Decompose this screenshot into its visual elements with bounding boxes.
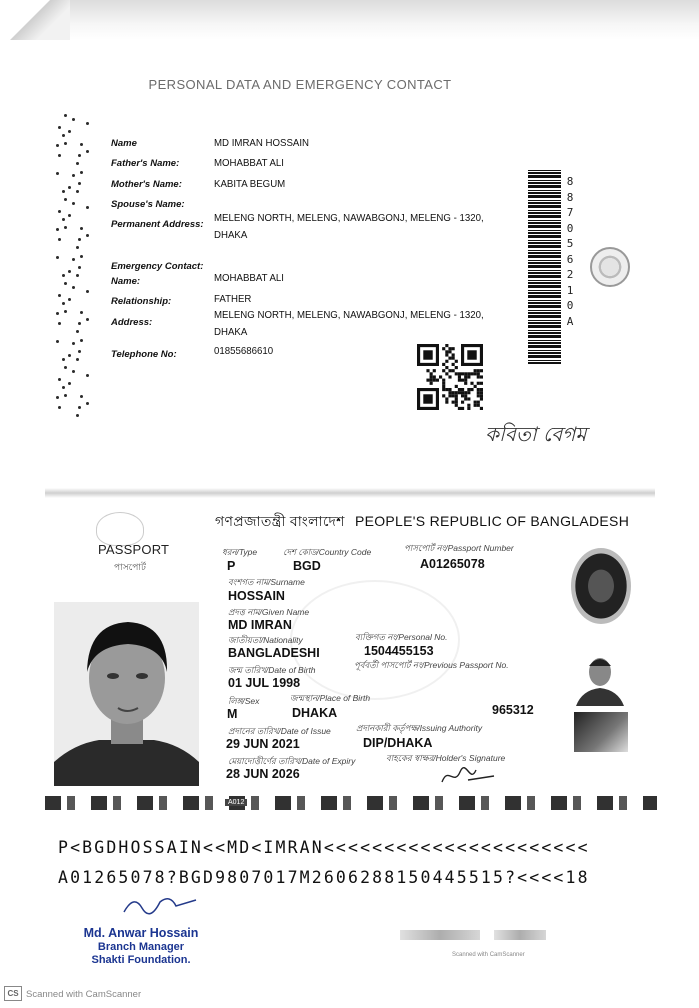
stamp-org: Shakti Foundation. xyxy=(91,954,191,966)
name-value: MD IMRAN HOSSAIN xyxy=(214,137,310,149)
ghost-image-block xyxy=(574,712,628,752)
date-of-issue-label: প্রদানের তারিখ/Date of Issue xyxy=(228,726,331,736)
address-value: MELENG NORTH, MELENG, NAWABGONJ, MELENG - 1320, DHAKA xyxy=(214,309,484,338)
stamp-title: Branch Manager xyxy=(97,941,185,953)
data-page-title: PERSONAL DATA AND EMERGENCY CONTACT xyxy=(148,77,452,92)
given-name-value: MD IMRAN xyxy=(228,618,292,632)
security-band-text: A012 xyxy=(225,799,247,806)
perforation-row xyxy=(52,252,92,278)
telephone-value: 01855686610 xyxy=(214,345,274,357)
perforation-row xyxy=(52,196,92,222)
mothers-name-label: Mother's Name: xyxy=(111,179,182,190)
passport-number-label: পাসপোর্ট নং/Passport Number xyxy=(404,543,514,553)
seal-emblem-icon xyxy=(590,247,630,287)
passport-emblem-icon xyxy=(96,512,144,546)
relationship-label: Relationship: xyxy=(111,296,172,307)
stamp-signature-mark xyxy=(120,890,200,918)
handwritten-signature: কবিতা বেগম xyxy=(485,422,587,446)
perforation-row xyxy=(52,140,92,166)
country-code-label: দেশ কোড/Country Code xyxy=(283,547,372,557)
surname-label: বংশগত নাম/Surname xyxy=(228,577,305,587)
barcode-digit: 6 xyxy=(566,252,574,266)
barcode-digit: 1 xyxy=(566,283,574,297)
date-of-expiry-value: 28 JUN 2026 xyxy=(226,767,300,781)
mrz-line-2: A01265078?BGD9807017M2606288150445515?<<<<18 xyxy=(58,868,590,887)
sex-label: লিঙ্গ/Sex xyxy=(228,696,260,706)
telephone-label: Telephone No: xyxy=(111,349,177,360)
scan-artifact xyxy=(494,930,546,940)
dob-value: 01 JUL 1998 xyxy=(228,676,301,690)
nationality-value: BANGLADESHI xyxy=(228,646,320,660)
issuing-authority-value: DIP/DHAKA xyxy=(363,736,433,750)
type-label: ধরন/Type xyxy=(222,547,258,557)
country-name xyxy=(215,510,629,534)
place-of-birth-label: জন্মস্থান/Place of Birth xyxy=(290,693,371,703)
type-value: P xyxy=(227,559,236,573)
camscanner-logo-icon: CS xyxy=(4,986,22,1001)
passport-word: PASSPORT xyxy=(98,542,170,557)
date-of-issue-value: 29 JUN 2021 xyxy=(226,737,300,751)
fathers-name-label: Father's Name: xyxy=(111,158,180,169)
barcode-digit: 0 xyxy=(566,299,574,312)
country-name-en: PEOPLE'S REPUBLIC OF BANGLADESH xyxy=(354,513,630,529)
holder-signature-mark xyxy=(438,762,498,790)
emergency-name-label: Name: xyxy=(111,276,141,287)
page-top-shadow xyxy=(0,0,699,40)
holders-signature-label: বাহকের স্বাক্ষর/Holder's Signature xyxy=(386,753,506,763)
perforation-row xyxy=(52,280,92,306)
previous-passport-label: পূর্ববর্তী পাসপোর্ট নং/Previous Passport No. xyxy=(354,660,509,670)
given-name-label: প্রদত্ত নাম/Given Name xyxy=(228,607,310,617)
scan-artifact xyxy=(400,930,480,940)
issuing-authority-label: প্রদানকারী কর্তৃপক্ষ/Issuing Authority xyxy=(356,723,483,733)
perforation-row xyxy=(52,336,92,362)
spouses-name-label: Spouse's Name: xyxy=(111,199,185,210)
barcode-digit: 5 xyxy=(566,237,574,250)
barcode-digit: 7 xyxy=(566,206,574,219)
camscanner-text: Scanned with CamScanner xyxy=(26,989,142,1000)
permanent-address-value: MELENG NORTH, MELENG, NAWABGONJ, MELENG - 1320, DHAKA xyxy=(214,212,484,241)
address-label: Address: xyxy=(111,317,153,328)
ghost-photo-oval xyxy=(571,548,631,624)
perforation-row xyxy=(52,364,92,390)
perforation-numbers xyxy=(52,112,92,422)
fathers-name-value: MOHABBAT ALI xyxy=(214,157,284,169)
mothers-name-value: KABITA BEGUM xyxy=(214,178,286,190)
personal-no-label: ব্যক্তিগত নং/Personal No. xyxy=(355,632,448,642)
emergency-contact-heading: Emergency Contact: xyxy=(111,261,204,272)
sex-value: M xyxy=(227,707,238,721)
passport-word-bn: পাসপোর্ট xyxy=(114,562,146,572)
mrz-line-1: P<BGDHOSSAIN<<MD<IMRAN<<<<<<<<<<<<<<<<<<<<<< xyxy=(58,838,590,857)
place-of-birth-value: DHAKA xyxy=(292,706,338,720)
qr-code xyxy=(416,344,484,410)
perforation-row xyxy=(52,224,92,250)
barcode-digit: 8 xyxy=(566,190,574,204)
vertical-barcode xyxy=(528,168,561,364)
ghost-photo-small xyxy=(574,650,626,706)
perforation-row xyxy=(52,168,92,194)
camscanner-tiny-text: Scanned with CamScanner xyxy=(452,952,525,958)
ghost-number: 965312 xyxy=(492,703,534,717)
barcode-digit: A xyxy=(566,314,574,328)
nationality-label: জাতীয়তা/Nationality xyxy=(228,635,303,645)
dob-label: জন্ম তারিখ/Date of Birth xyxy=(228,665,316,675)
barcode-digit: 2 xyxy=(566,268,574,281)
page-fold xyxy=(0,0,70,40)
name-label: Name xyxy=(111,138,137,149)
surname-value: HOSSAIN xyxy=(228,589,285,603)
perforation-row xyxy=(52,112,92,138)
barcode-number xyxy=(563,174,577,329)
relationship-value: FATHER xyxy=(214,293,252,305)
permanent-address-label: Permanent Address: xyxy=(111,219,204,230)
passport-number-value: A01265078 xyxy=(420,557,485,571)
emergency-name-value: MOHABBAT ALI xyxy=(214,272,284,284)
holder-photo xyxy=(54,602,199,786)
passport-top-border xyxy=(45,488,655,498)
barcode-digit: 8 xyxy=(566,175,574,188)
stamp-name: Md. Anwar Hossain xyxy=(83,926,199,940)
personal-no-value: 1504455153 xyxy=(364,644,434,658)
security-band xyxy=(45,796,657,810)
barcode-digit: 0 xyxy=(566,221,574,235)
country-code-value: BGD xyxy=(293,559,321,573)
perforation-row xyxy=(52,308,92,334)
date-of-expiry-label: মেয়াদোত্তীর্ণের তারিখ/Date of Expiry xyxy=(228,756,356,766)
perforation-row xyxy=(52,392,92,418)
country-name-bn: গণপ্রজাতন্ত্রী বাংলাদেশ xyxy=(215,513,345,529)
holder-portrait-icon xyxy=(54,602,199,786)
